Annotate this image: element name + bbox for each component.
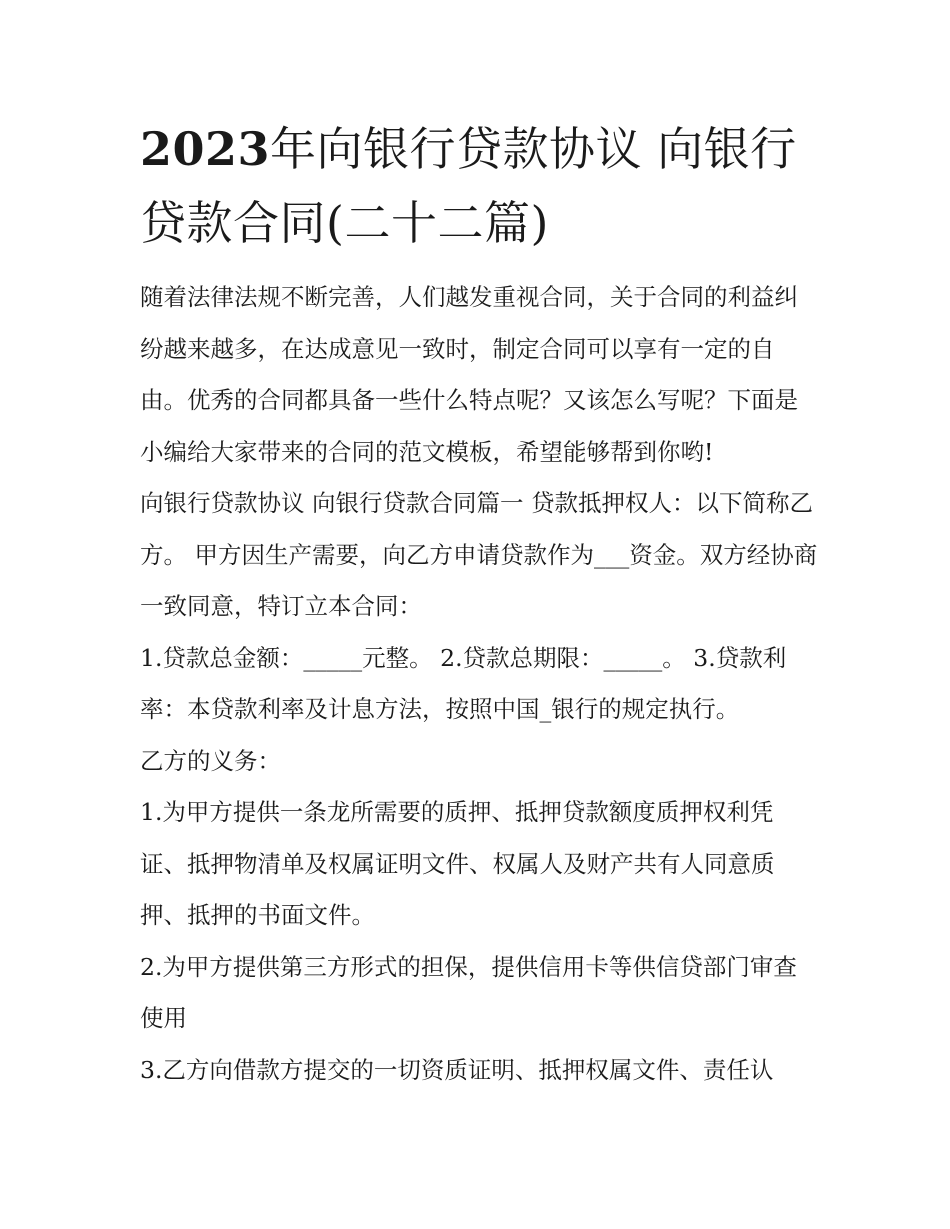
party-b-obligations-heading: 乙方的义务： <box>140 746 281 775</box>
title-text: 年向银行贷款协议 向银行贷款合同(二十二篇) <box>140 122 797 250</box>
obligation-item-3: 3.乙方向借款方提交的一切资质证明、抵押权属文件、责任认 <box>140 1055 774 1084</box>
loan-terms-paragraph: 1.贷款总金额：_____元整。 2.贷款总期限：_____。 3.贷款利率：本贷款利率及计息方法，按照中国_银行的规定执行。 <box>140 643 787 723</box>
intro-paragraph: 随着法律法规不断完善，人们越发重视合同，关于合同的利益纠纷越来越多，在达成意见一致时，制定合同可以享有一定的自由。优秀的合同都具备一些什么特点呢？又该怎么写呢？下面是小编给大家带来的合同的范文模板，希望能够帮到你哟! <box>140 283 798 466</box>
document-body <box>140 272 820 1096</box>
title-year: 2023 <box>140 122 271 176</box>
obligation-item-1: 1.为甲方提供一条龙所需要的质押、抵押贷款额度质押权利凭证、抵押物清单及权属证明文件、权属人及财产共有人同意质押、抵押的书面文件。 <box>140 798 775 929</box>
document-page <box>140 112 820 1096</box>
contract-preamble-paragraph: 向银行贷款协议 向银行贷款合同篇一 贷款抵押权人：以下简称乙方。 甲方因生产需要，向乙方申请贷款作为___资金。双方经协商一致同意，特订立本合同： <box>140 489 818 620</box>
document-title <box>140 112 820 260</box>
obligation-item-2: 2.为甲方提供第三方形式的担保，提供信用卡等供信贷部门审查使用 <box>140 952 797 1032</box>
